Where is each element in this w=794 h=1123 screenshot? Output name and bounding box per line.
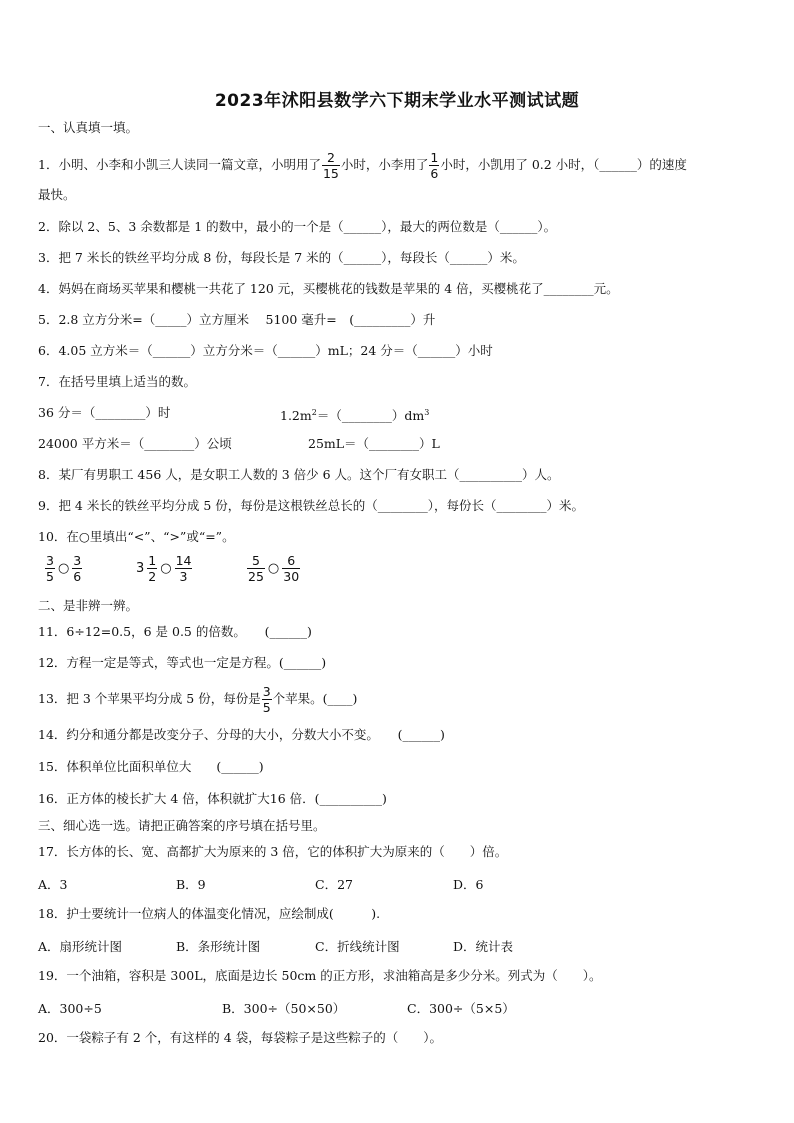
q1-text-b: 小时，小李用了 xyxy=(340,157,429,172)
question-7-row-2 xyxy=(38,436,440,452)
question-10-stem: 10．在○里填出“<”、“>”或“=”。 xyxy=(38,529,235,544)
comparison-1: $\frac{3}{5}$ ○ $\frac{3}{6}$ xyxy=(46,553,82,584)
q18-option-b: B．条形统计图 xyxy=(176,939,261,954)
q18-option-c: C．折线统计图 xyxy=(315,939,400,954)
fraction: $\frac{3}{5}$ xyxy=(262,684,271,715)
question-19: 19．一个油箱，容积是 300L，底面是边长 50cm 的正方形，求油箱高是多少分米。列式为（ ）。 xyxy=(38,968,602,983)
compare-circle: ○ xyxy=(267,561,280,576)
q18-option-d: D．统计表 xyxy=(453,939,514,954)
question-9: 9．把 4 米长的铁丝平均分成 5 份，每份是这根铁丝总长的（________），每份长（________）米。 xyxy=(38,498,585,513)
question-1-continued: 最快。 xyxy=(38,187,76,202)
question-12: 12．方程一定是等式，等式也一定是方程。(______) xyxy=(38,655,327,670)
q17-option-b: B．9 xyxy=(176,877,206,892)
question-2: 2．除以 2、5、3 余数都是 1 的数中，最小的一个是（______），最大的两位数是（______）。 xyxy=(38,219,557,234)
question-4: 4．妈妈在商场买苹果和樱桃一共花了 120 元，买樱桃花的钱数是苹果的 4 倍，买樱桃花了________元。 xyxy=(38,281,619,296)
question-17: 17．长方体的长、宽、高都扩大为原来的 3 倍，它的体积扩大为原来的（ ）倍。 xyxy=(38,844,508,859)
question-20: 20．一袋粽子有 2 个，有这样的 4 袋，每袋粽子是这些粽子的（ ）。 xyxy=(38,1030,442,1045)
q1-text-a: 1．小明、小李和小凯三人读同一篇文章，小明用了 xyxy=(38,157,321,172)
q17-option-a: A．3 xyxy=(38,877,68,892)
question-16: 16．正方体的棱长扩大 4 倍，体积就扩大16 倍．(__________) xyxy=(38,791,387,806)
q1-text-c: 小时，小凯用了 0.2 小时，（______）的速度 xyxy=(440,157,687,172)
section-heading-3: 三、细心选一选。请把正确答案的序号填在括号里。 xyxy=(38,818,326,833)
q19-option-b: B．300÷（50×50） xyxy=(222,1001,346,1016)
question-11: 11．6÷12=0.5，6 是 0.5 的倍数。 (______) xyxy=(38,624,312,639)
q17-option-d: D．6 xyxy=(453,877,484,892)
comparison-2: 3 $\frac{1}{2}$ ○ $\frac{14}{3}$ xyxy=(136,553,192,584)
q19-option-a: A．300÷5 xyxy=(38,1001,102,1016)
q18-option-a: A．扇形统计图 xyxy=(38,939,123,954)
q7-item-2: $1.2m^2=(\_\_\_\_\_\_\_\_)dm^3$ xyxy=(280,408,430,424)
question-3: 3．把 7 米长的铁丝平均分成 8 份，每段长是 7 米的（______），每段长（______）米。 xyxy=(38,250,525,265)
question-1 xyxy=(38,150,687,181)
q7-item-4: 25mL＝（________）L xyxy=(308,436,440,451)
q7-item-3: 24000 平方米＝（________）公顷 xyxy=(38,436,232,451)
section-heading-2: 二、是非辨一辨。 xyxy=(38,598,139,613)
page-title: 2023年沭阳县数学六下期末学业水平测试试题 xyxy=(214,91,580,111)
q17-option-c: C．27 xyxy=(315,877,353,892)
question-8: 8．某厂有男职工 456 人，是女职工人数的 3 倍少 6 人。这个厂有女职工（__________）人。 xyxy=(38,467,560,482)
question-6: 6．4.05 立方米＝（______）立方分米＝（______）mL；24 分＝（______）小时 xyxy=(38,343,493,358)
section-heading-1: 一、认真填一填。 xyxy=(38,120,139,135)
fraction: $\frac{2}{15}$ xyxy=(322,150,339,181)
question-7-row-1 xyxy=(38,405,430,424)
question-13: 13．把 3 个苹果平均分成 5 份，每份是 $\frac{3}{5}$ 个苹果。(____) xyxy=(38,684,358,715)
question-7-stem: 7．在括号里填上适当的数。 xyxy=(38,374,196,389)
question-14: 14．约分和通分都是改变分子、分母的大小，分数大小不变。 (______) xyxy=(38,727,445,742)
fraction: $\frac{1}{6}$ xyxy=(430,150,439,181)
compare-circle: ○ xyxy=(57,561,70,576)
question-5: 5．2.8 立方分米=（_____）立方厘米 5100 毫升= (_________）升 xyxy=(38,312,436,327)
question-15: 15．体积单位比面积单位大 (______) xyxy=(38,759,264,774)
q7-item-1: 36 分＝（________）时 xyxy=(38,405,171,420)
q19-option-c: C．300÷（5×5） xyxy=(407,1001,515,1016)
comparison-3: $\frac{5}{25}$ ○ $\frac{6}{30}$ xyxy=(248,553,300,584)
question-18: 18．护士要统计一位病人的体温变化情况，应绘制成( ). xyxy=(38,906,381,921)
compare-circle: ○ xyxy=(160,561,172,576)
